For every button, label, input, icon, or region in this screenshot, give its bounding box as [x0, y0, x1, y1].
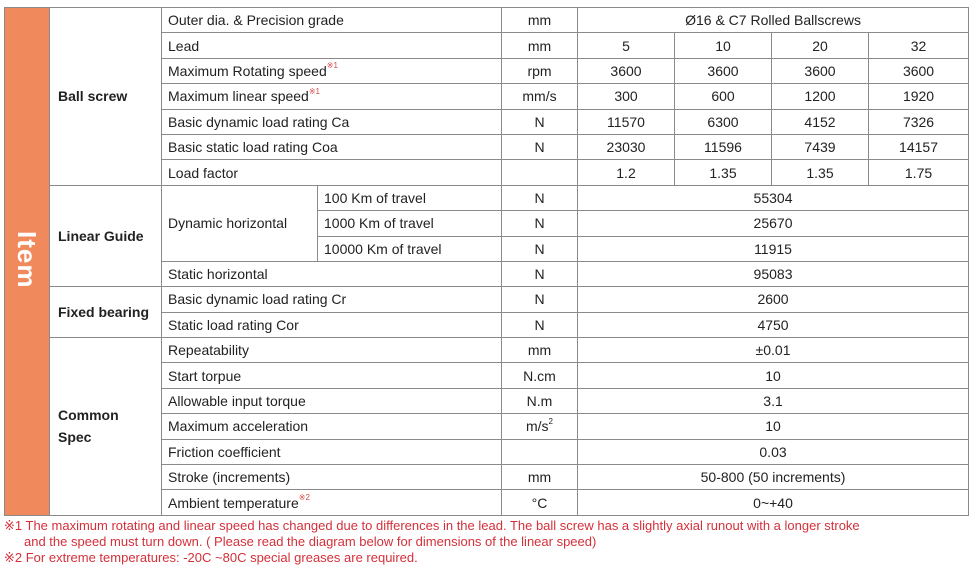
- unit-cell: mm: [502, 33, 578, 58]
- row-label: Start torpue: [162, 363, 502, 388]
- value-cell: 10: [578, 414, 969, 439]
- table-row: [5, 185, 969, 210]
- value-cell: 32: [869, 33, 969, 58]
- value-cell: 10: [578, 363, 969, 388]
- value-cell: 50-800 (50 increments): [578, 465, 969, 490]
- unit-cell: rpm: [502, 58, 578, 83]
- footnote-1-line-1: ※1 The maximum rotating and linear speed has changed due to differences in the lead. The ball screw has a slightly axial runout with a longer stroke: [4, 518, 860, 533]
- value-cell: 600: [675, 84, 772, 109]
- footnote-2: ※2 For extreme temperatures: -20C ~80C special greases are required.: [4, 550, 418, 565]
- row-label: Load factor: [162, 160, 502, 185]
- group-fixed-bearing: Fixed bearing: [50, 287, 162, 338]
- sub-label: 1000 Km of travel: [318, 211, 502, 236]
- unit-cell: N: [502, 312, 578, 337]
- unit-cell: N.cm: [502, 363, 578, 388]
- value-cell: 4750: [578, 312, 969, 337]
- value-cell: 3600: [869, 58, 969, 83]
- item-side-label: Item: [5, 8, 50, 516]
- row-label: Maximum acceleration: [162, 414, 502, 439]
- value-cell: 1.2: [578, 160, 675, 185]
- value-cell: 0.03: [578, 439, 969, 464]
- unit-cell: mm/s: [502, 84, 578, 109]
- footnote-mark: ※2: [298, 492, 310, 502]
- row-label: Stroke (increments): [162, 465, 502, 490]
- table-row: [5, 287, 969, 312]
- value-cell: 95083: [578, 261, 969, 286]
- value-cell: 10: [675, 33, 772, 58]
- value-cell: 3.1: [578, 388, 969, 413]
- value-cell: 3600: [675, 58, 772, 83]
- value-cell: 7326: [869, 109, 969, 134]
- value-cell: 3600: [772, 58, 869, 83]
- value-cell: 55304: [578, 185, 969, 210]
- footnote-1-line-2: and the speed must turn down. ( Please read the diagram below for dimensions of the linear speed): [24, 534, 597, 549]
- row-label: Ambient temperature$^{※2}$: [162, 490, 502, 515]
- group-linear-guide: Linear Guide: [50, 185, 162, 287]
- value-cell: 3600: [578, 58, 675, 83]
- value-cell: 0~+40: [578, 490, 969, 515]
- value-cell: 11915: [578, 236, 969, 261]
- table-row: [5, 338, 969, 363]
- row-label: Basic static load rating Coa: [162, 134, 502, 159]
- value-cell: 5: [578, 33, 675, 58]
- value-cell: 11570: [578, 109, 675, 134]
- value-cell: 1200: [772, 84, 869, 109]
- row-label: Maximum Rotating speed$^{※1}$: [162, 58, 502, 83]
- row-label: Dynamic horizontal: [162, 185, 318, 261]
- value-cell: 4152: [772, 109, 869, 134]
- unit-cell: N: [502, 185, 578, 210]
- value-cell: 2600: [578, 287, 969, 312]
- unit-cell: N: [502, 134, 578, 159]
- value-cell: 6300: [675, 109, 772, 134]
- group-ball-screw: Ball screw: [50, 8, 162, 186]
- value-cell: 20: [772, 33, 869, 58]
- value-cell: 14157: [869, 134, 969, 159]
- row-label: Static load rating Cor: [162, 312, 502, 337]
- row-label: Maximum linear speed$^{※1}$: [162, 84, 502, 109]
- unit-cell: N.m: [502, 388, 578, 413]
- unit-cell: mm: [502, 8, 578, 33]
- unit-cell: N: [502, 261, 578, 286]
- spec-table: [4, 7, 969, 516]
- row-label: Lead: [162, 33, 502, 58]
- unit-cell: [502, 439, 578, 464]
- row-label: Static horizontal: [162, 261, 502, 286]
- row-label: Friction coefficient: [162, 439, 502, 464]
- unit-cell: °C: [502, 490, 578, 515]
- value-cell: 1.35: [772, 160, 869, 185]
- value-cell: 1.75: [869, 160, 969, 185]
- value-cell: 1920: [869, 84, 969, 109]
- unit-cell: $m/s^2$: [502, 414, 578, 439]
- sub-label: 10000 Km of travel: [318, 236, 502, 261]
- row-label: Repeatability: [162, 338, 502, 363]
- value-cell: 11596: [675, 134, 772, 159]
- value-cell: 7439: [772, 134, 869, 159]
- row-label: Allowable input torque: [162, 388, 502, 413]
- unit-cell: N: [502, 236, 578, 261]
- sub-label: 100 Km of travel: [318, 185, 502, 210]
- value-cell: 25670: [578, 211, 969, 236]
- unit-cell: [502, 160, 578, 185]
- footnote-mark: ※1: [308, 86, 320, 96]
- value-cell: ±0.01: [578, 338, 969, 363]
- row-label: Outer dia. & Precision grade: [162, 8, 502, 33]
- value-cell: 1.35: [675, 160, 772, 185]
- unit-cell: N: [502, 109, 578, 134]
- value-cell: 23030: [578, 134, 675, 159]
- footnotes: [4, 518, 969, 566]
- unit-cell: mm: [502, 338, 578, 363]
- unit-cell: N: [502, 211, 578, 236]
- group-common-spec: Common Spec: [50, 338, 162, 516]
- row-label: Basic dynamic load rating Ca: [162, 109, 502, 134]
- unit-cell: mm: [502, 465, 578, 490]
- row-label: Basic dynamic load rating Cr: [162, 287, 502, 312]
- unit-cell: N: [502, 287, 578, 312]
- footnote-mark: ※1: [326, 61, 338, 71]
- value-cell: Ø16 & C7 Rolled Ballscrews: [578, 8, 969, 33]
- value-cell: 300: [578, 84, 675, 109]
- table-row: [5, 8, 969, 33]
